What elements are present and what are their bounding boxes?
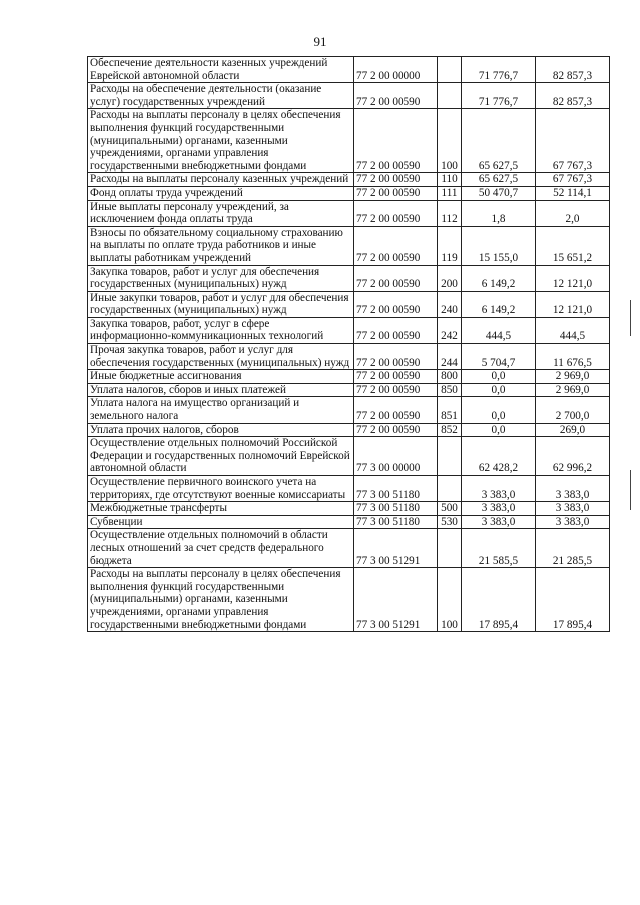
row-expense-type: 851 <box>438 397 462 423</box>
scan-edge-mark <box>630 470 631 510</box>
row-amount-year-1: 1,8 <box>462 200 536 226</box>
row-target-code: 77 2 00 00590 <box>354 186 438 200</box>
table-row <box>88 515 610 529</box>
row-amount-year-2: 15 651,2 <box>536 226 610 265</box>
row-amount-year-1: 0,0 <box>462 370 536 384</box>
row-amount-year-2: 269,0 <box>536 423 610 437</box>
table-row <box>88 186 610 200</box>
row-name: Расходы на выплаты персоналу в целях обеспечения выполнения функций государственными (муниципальными) органами, казенными учреждениями, органами управления государственными внебюджетными фондами <box>88 109 354 173</box>
row-target-code: 77 2 00 00590 <box>354 370 438 384</box>
row-amount-year-1: 71 776,7 <box>462 83 536 109</box>
row-amount-year-2: 52 114,1 <box>536 186 610 200</box>
row-target-code: 77 3 00 51180 <box>354 502 438 516</box>
row-amount-year-1: 0,0 <box>462 397 536 423</box>
row-target-code: 77 2 00 00590 <box>354 397 438 423</box>
table-row <box>88 529 610 568</box>
row-amount-year-1: 444,5 <box>462 317 536 343</box>
table-row <box>88 370 610 384</box>
row-name: Расходы на выплаты персоналу казенных учреждений <box>88 173 354 187</box>
row-name: Уплата налогов, сборов и иных платежей <box>88 383 354 397</box>
row-target-code: 77 2 00 00590 <box>354 109 438 173</box>
row-amount-year-1: 3 383,0 <box>462 515 536 529</box>
page-number: 91 <box>313 34 327 49</box>
table-row <box>88 200 610 226</box>
row-amount-year-2: 2 969,0 <box>536 370 610 384</box>
row-name: Осуществление первичного воинского учета на территориях, где отсутствуют военные комиссариаты <box>88 476 354 502</box>
row-expense-type: 111 <box>438 186 462 200</box>
row-amount-year-1: 71 776,7 <box>462 57 536 83</box>
row-expense-type: 500 <box>438 502 462 516</box>
row-amount-year-1: 17 895,4 <box>462 568 536 632</box>
row-amount-year-2: 444,5 <box>536 317 610 343</box>
row-name: Межбюджетные трансферты <box>88 502 354 516</box>
row-amount-year-2: 12 121,0 <box>536 291 610 317</box>
row-target-code: 77 2 00 00590 <box>354 291 438 317</box>
row-name: Иные выплаты персоналу учреждений, за исключением фонда оплаты труда <box>88 200 354 226</box>
table-row <box>88 502 610 516</box>
row-expense-type <box>438 83 462 109</box>
row-expense-type <box>438 57 462 83</box>
row-amount-year-1: 65 627,5 <box>462 109 536 173</box>
table-row <box>88 265 610 291</box>
scan-edge-mark <box>630 300 631 336</box>
row-expense-type: 800 <box>438 370 462 384</box>
row-expense-type: 112 <box>438 200 462 226</box>
row-expense-type: 240 <box>438 291 462 317</box>
row-name: Расходы на обеспечение деятельности (оказание услуг) государственных учреждений <box>88 83 354 109</box>
row-amount-year-2: 2 700,0 <box>536 397 610 423</box>
row-target-code: 77 3 00 00000 <box>354 437 438 476</box>
table-row <box>88 423 610 437</box>
row-amount-year-2: 82 857,3 <box>536 83 610 109</box>
row-expense-type: 100 <box>438 109 462 173</box>
table-row <box>88 568 610 632</box>
row-amount-year-2: 62 996,2 <box>536 437 610 476</box>
table-row <box>88 383 610 397</box>
row-target-code: 77 3 00 51291 <box>354 568 438 632</box>
row-name: Расходы на выплаты персоналу в целях обеспечения выполнения функций государственными (муниципальными) органами, казенными учреждениями, органами управления государственными внебюджетными фондами <box>88 568 354 632</box>
row-expense-type: 530 <box>438 515 462 529</box>
row-target-code: 77 2 00 00590 <box>354 265 438 291</box>
row-amount-year-2: 82 857,3 <box>536 57 610 83</box>
row-amount-year-1: 15 155,0 <box>462 226 536 265</box>
row-amount-year-2: 67 767,3 <box>536 173 610 187</box>
row-name: Закупка товаров, работ и услуг для обеспечения государственных (муниципальных) нужд <box>88 265 354 291</box>
row-expense-type: 119 <box>438 226 462 265</box>
row-amount-year-1: 21 585,5 <box>462 529 536 568</box>
row-name: Субвенции <box>88 515 354 529</box>
table-row <box>88 437 610 476</box>
budget-table <box>87 56 610 632</box>
row-amount-year-1: 65 627,5 <box>462 173 536 187</box>
row-name: Обеспечение деятельности казенных учреждений Еврейской автономной области <box>88 57 354 83</box>
row-name: Закупка товаров, работ, услуг в сфере информационно-коммуникационных технологий <box>88 317 354 343</box>
row-name: Осуществление отдельных полномочий Российской Федерации и государственных полномочий Еврейской автономной области <box>88 437 354 476</box>
row-amount-year-2: 3 383,0 <box>536 502 610 516</box>
row-amount-year-2: 2 969,0 <box>536 383 610 397</box>
table-row <box>88 291 610 317</box>
row-name: Фонд оплаты труда учреждений <box>88 186 354 200</box>
row-target-code: 77 3 00 51180 <box>354 515 438 529</box>
row-amount-year-1: 0,0 <box>462 383 536 397</box>
row-name: Прочая закупка товаров, работ и услуг для обеспечения государственных (муниципальных) нужд <box>88 344 354 370</box>
table-row <box>88 397 610 423</box>
row-expense-type <box>438 437 462 476</box>
table-row <box>88 57 610 83</box>
row-expense-type: 850 <box>438 383 462 397</box>
row-name: Взносы по обязательному социальному страхованию на выплаты по оплате труда работников и иные выплаты работникам учреждений <box>88 226 354 265</box>
row-target-code: 77 2 00 00590 <box>354 344 438 370</box>
budget-table-body <box>88 57 610 632</box>
row-target-code: 77 2 00 00000 <box>354 57 438 83</box>
row-amount-year-2: 17 895,4 <box>536 568 610 632</box>
row-amount-year-2: 3 383,0 <box>536 476 610 502</box>
row-expense-type: 242 <box>438 317 462 343</box>
row-name: Иные бюджетные ассигнования <box>88 370 354 384</box>
row-target-code: 77 2 00 00590 <box>354 317 438 343</box>
row-expense-type <box>438 529 462 568</box>
row-target-code: 77 3 00 51180 <box>354 476 438 502</box>
row-target-code: 77 3 00 51291 <box>354 529 438 568</box>
row-expense-type: 110 <box>438 173 462 187</box>
table-row <box>88 317 610 343</box>
row-name: Иные закупки товаров, работ и услуг для обеспечения государственных (муниципальных) нужд <box>88 291 354 317</box>
row-target-code: 77 2 00 00590 <box>354 200 438 226</box>
table-row <box>88 173 610 187</box>
row-amount-year-2: 11 676,5 <box>536 344 610 370</box>
row-amount-year-2: 21 285,5 <box>536 529 610 568</box>
row-amount-year-2: 3 383,0 <box>536 515 610 529</box>
row-target-code: 77 2 00 00590 <box>354 226 438 265</box>
table-row <box>88 344 610 370</box>
row-target-code: 77 2 00 00590 <box>354 383 438 397</box>
row-amount-year-2: 12 121,0 <box>536 265 610 291</box>
row-amount-year-2: 67 767,3 <box>536 109 610 173</box>
row-amount-year-1: 0,0 <box>462 423 536 437</box>
row-expense-type <box>438 476 462 502</box>
row-expense-type: 852 <box>438 423 462 437</box>
table-row <box>88 226 610 265</box>
row-amount-year-1: 50 470,7 <box>462 186 536 200</box>
row-amount-year-1: 6 149,2 <box>462 265 536 291</box>
row-target-code: 77 2 00 00590 <box>354 173 438 187</box>
row-amount-year-2: 2,0 <box>536 200 610 226</box>
table-row <box>88 83 610 109</box>
row-name: Осуществление отдельных полномочий в области лесных отношений за счет средств федерального бюджета <box>88 529 354 568</box>
row-expense-type: 100 <box>438 568 462 632</box>
row-expense-type: 200 <box>438 265 462 291</box>
row-amount-year-1: 5 704,7 <box>462 344 536 370</box>
row-amount-year-1: 3 383,0 <box>462 476 536 502</box>
row-amount-year-1: 62 428,2 <box>462 437 536 476</box>
row-amount-year-1: 6 149,2 <box>462 291 536 317</box>
table-row <box>88 109 610 173</box>
row-amount-year-1: 3 383,0 <box>462 502 536 516</box>
row-target-code: 77 2 00 00590 <box>354 83 438 109</box>
row-name: Уплата прочих налогов, сборов <box>88 423 354 437</box>
table-row <box>88 476 610 502</box>
row-expense-type: 244 <box>438 344 462 370</box>
row-target-code: 77 2 00 00590 <box>354 423 438 437</box>
row-name: Уплата налога на имущество организаций и земельного налога <box>88 397 354 423</box>
